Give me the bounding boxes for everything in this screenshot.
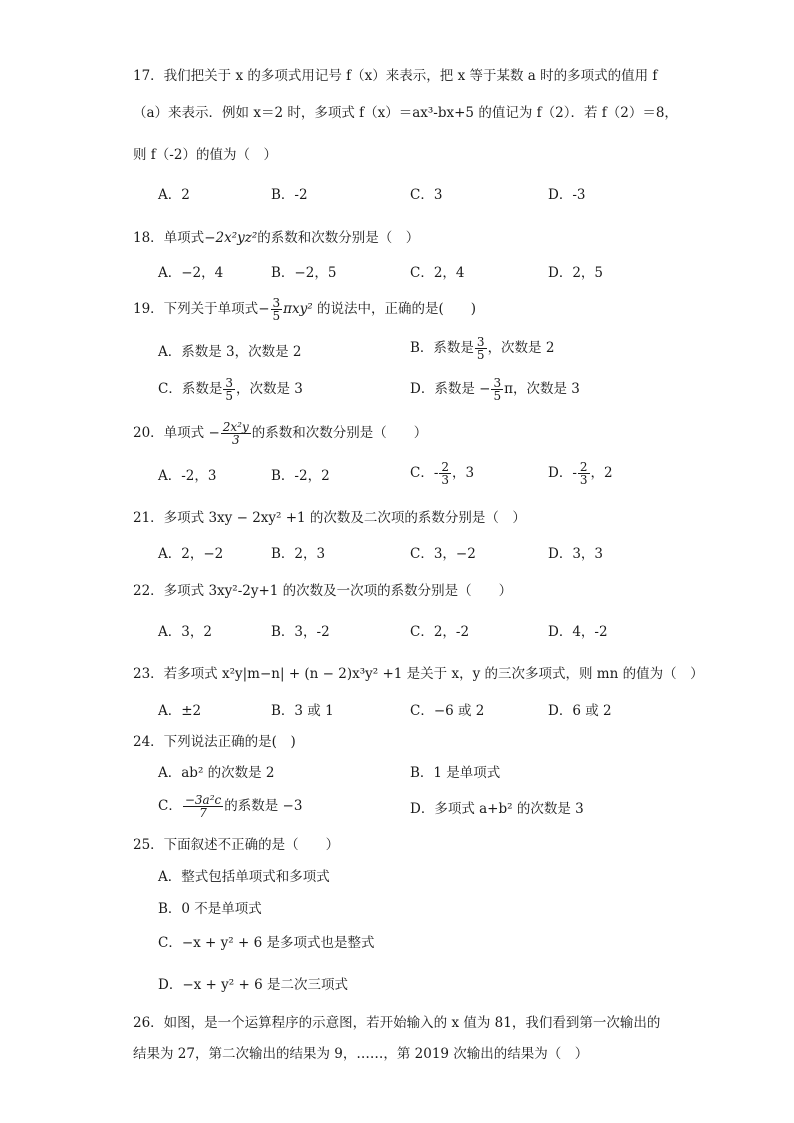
q19-option-d-pre: D．系数是 − [410, 381, 491, 397]
q24-option-c-fraction [183, 794, 223, 819]
q20-option-c [410, 461, 474, 486]
q20-option-d-fraction [578, 461, 590, 486]
q24-option-a: A．ab² 的次数是 2 [158, 765, 275, 781]
q19-option-c-fraction [223, 377, 235, 402]
q19-option-b-post: ，次数是 2 [487, 340, 555, 356]
q19-option-b-den: 5 [476, 348, 485, 362]
q18-suffix: 的系数和次数分别是（ ） [257, 230, 420, 246]
q23-option-a: A．±2 [158, 703, 202, 719]
q19-option-d-den: 5 [493, 389, 502, 403]
q25-option-d: D．−x + y² + 6 是二次三项式 [158, 977, 348, 993]
q26-line2: 结果为 27，第二次输出的结果为 9，……，第 2019 次输出的结果为（ ） [133, 1046, 589, 1062]
q24-option-d: D．多项式 a+b² 的次数是 3 [410, 801, 584, 817]
q21-option-b: B．2，3 [271, 546, 326, 562]
q19-fraction [271, 297, 283, 322]
q24-option-c-den: 7 [199, 806, 207, 820]
q19-sign: − [258, 301, 270, 317]
q24-stem: 24．下列说法正确的是( ) [133, 734, 296, 750]
q19-option-c-post: ，次数是 3 [235, 381, 303, 397]
q20-fraction [221, 421, 251, 446]
q19-expression-tail: πxy² [283, 301, 313, 317]
q20-suffix: 的系数和次数分别是（ ） [251, 425, 428, 441]
q17-option-a: A．2 [158, 187, 190, 203]
q20-prefix: 20．单项式 − [133, 425, 220, 441]
q17-line1: 17．我们把关于 x 的多项式用记号 f（x）来表示，把 x 等于某数 a 时的多项式的值用 f [133, 68, 658, 84]
q20-fraction-num: 2x²y [222, 420, 249, 434]
q19-option-b-num: 3 [476, 335, 485, 349]
q23-stem: 23．若多项式 x²y|m−n| + (n − 2)x³y² +1 是关于 x，y 的三次多项式，则 mn 的值为（ ） [133, 666, 704, 682]
q19-suffix: 的说法中，正确的是( ) [316, 301, 477, 317]
q22-option-b: B．3，-2 [271, 624, 330, 640]
q18-option-b: B．−2，5 [271, 265, 337, 281]
q20-option-d-den: 3 [579, 473, 588, 487]
q22-stem: 22．多项式 3xy²-2y+1 的次数及一次项的系数分别是（ ） [133, 583, 513, 599]
q19-option-d [410, 377, 580, 402]
q20-option-c-den: 3 [441, 473, 450, 487]
q18-option-d: D．2，5 [548, 265, 604, 281]
q21-option-a: A．2，−2 [158, 546, 224, 562]
q25-option-a: A．整式包括单项式和多项式 [158, 869, 330, 885]
q25-option-c: C．−x + y² + 6 是多项式也是整式 [158, 935, 375, 951]
q18-prefix: 18．单项式 [133, 230, 205, 246]
q25-option-b: B．0 不是单项式 [158, 901, 262, 917]
q25-stem: 25．下面叙述不正确的是（ ） [133, 837, 340, 853]
q19-option-c-num: 3 [225, 376, 233, 390]
q24-option-c-pre: C． [158, 798, 182, 814]
q19-option-b-pre: B．系数是 [410, 340, 474, 356]
q19-option-d-num: 3 [493, 376, 502, 390]
q22-option-a: A．3，2 [158, 624, 212, 640]
q20-fraction-den: 3 [231, 433, 240, 447]
q21-option-d: D．3，3 [548, 546, 604, 562]
q17-line2: （a）来表示．例如 x＝2 时，多项式 f（x）＝ax³-bx+5 的值记为 f（2）．若 f（2）＝8， [133, 105, 678, 121]
q18-option-c: C．2，4 [410, 265, 465, 281]
q19-option-c [158, 377, 303, 402]
q17-line3: 则 f（-2）的值为（ ） [133, 147, 277, 163]
q23-option-d: D．6 或 2 [548, 703, 612, 719]
q18-option-a: A．−2，4 [158, 265, 224, 281]
q23-option-c: C．−6 或 2 [410, 703, 485, 719]
q19-fraction-num: 3 [272, 296, 281, 310]
q21-stem: 21．多项式 3xy − 2xy² +1 的次数及二次项的系数分别是（ ） [133, 510, 526, 526]
q17-option-d: D．-3 [548, 187, 586, 203]
q24-option-c [158, 794, 302, 819]
q20-stem [133, 421, 427, 446]
q22-option-c: C．2，-2 [410, 624, 470, 640]
q21-option-c: C．3，−2 [410, 546, 476, 562]
q19-option-c-den: 5 [225, 389, 233, 403]
q19-option-b [410, 336, 554, 361]
q20-option-c-num: 2 [441, 460, 450, 474]
q20-option-d [548, 461, 613, 486]
q19-option-a: A．系数是 3，次数是 2 [158, 344, 302, 360]
q20-option-c-post: ，3 [452, 465, 475, 481]
q19-option-b-fraction [475, 336, 487, 361]
q17-option-b: B．-2 [271, 187, 308, 203]
q20-option-d-post: ，2 [590, 465, 613, 481]
q20-option-d-pre: D．- [548, 465, 577, 481]
q19-fraction-den: 5 [272, 309, 281, 323]
q20-option-d-num: 2 [579, 460, 588, 474]
q23-option-b: B．3 或 1 [271, 703, 334, 719]
q20-option-b: B．-2，2 [271, 468, 330, 484]
q22-option-d: D．4，-2 [548, 624, 608, 640]
q24-option-b: B．1 是单项式 [410, 765, 501, 781]
q20-option-a: A．-2，3 [158, 468, 217, 484]
q20-option-c-pre: C．- [410, 465, 439, 481]
q19-stem [133, 297, 476, 322]
q19-prefix: 19．下列关于单项式 [133, 301, 259, 317]
q26-line1: 26．如图，是一个运算程序的示意图，若开始输入的 x 值为 81，我们看到第一次输出的 [133, 1015, 661, 1031]
q17-option-c: C．3 [410, 187, 443, 203]
q20-option-c-fraction [439, 461, 451, 486]
q18-expression: −2x²yz² [204, 230, 258, 246]
q18-stem [133, 229, 419, 247]
q24-option-c-post: 的系数是 −3 [224, 798, 303, 814]
q19-option-d-post: π，次数是 3 [504, 381, 580, 397]
q19-option-d-fraction [491, 377, 503, 402]
q24-option-c-num: −3a²c [184, 793, 222, 807]
q19-option-c-pre: C．系数是 [158, 381, 223, 397]
